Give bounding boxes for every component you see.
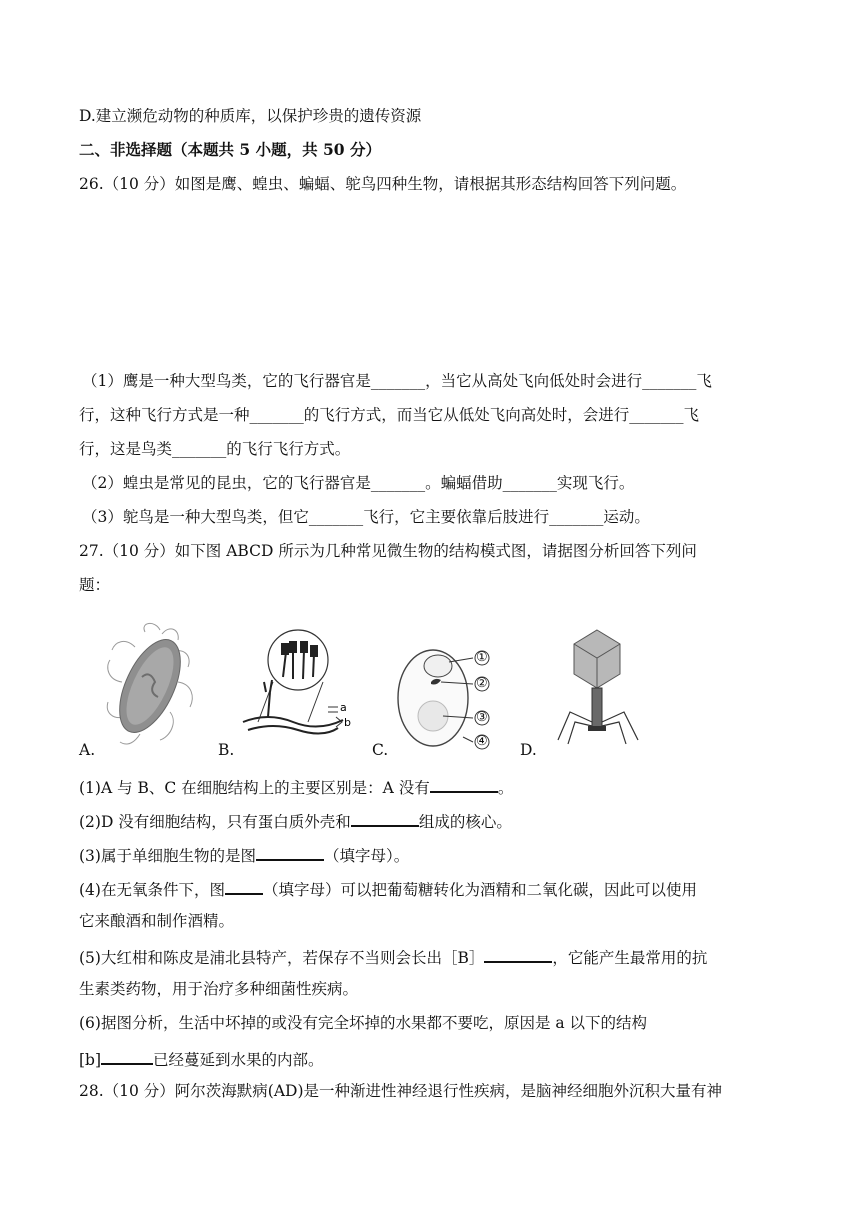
b-mark-a: a xyxy=(340,701,347,714)
q27-part4: (4)在无氧条件下，图 （填字母）可以把葡萄糖转化为酒精和二氧化碳，因此可以使用 xyxy=(79,877,697,900)
c-mark-1: ① xyxy=(476,650,488,665)
answer-blank[interactable] xyxy=(430,775,498,793)
q27-part6: (6)据图分析，生活中坏掉的或没有完全坏掉的水果都不要吃，原因是 a 以下的结构 xyxy=(79,1014,648,1032)
q27-part5: (5)大红柑和陈皮是浦北县特产，若保存不当则会长出［B］ ，它能产生最常用的抗 xyxy=(79,945,707,968)
c-mark-3: ③ xyxy=(476,710,488,725)
answer-blank[interactable] xyxy=(351,809,419,827)
q27-part2: (2)D 没有细胞结构，只有蛋白质外壳和 组成的核心。 xyxy=(79,809,512,832)
q27-part5-cont: 生素类药物，用于治疗多种细菌性疾病。 xyxy=(79,980,359,998)
answer-blank[interactable] xyxy=(256,843,324,861)
q27-part1: (1)A 与 B、C 在细胞结构上的主要区别是：A 没有 。 xyxy=(79,775,513,798)
q27-part3: (3)属于单细胞生物的是图 （填字母）。 xyxy=(79,843,409,866)
mold-figure xyxy=(238,622,358,742)
answer-blank[interactable] xyxy=(484,945,552,963)
q26-part1-line2: 行，这种飞行方式是一种_______的飞行方式，而当它从低处飞向高处时，会进行_______飞 xyxy=(79,406,700,424)
figure-label-c: C. xyxy=(372,741,389,759)
bacterium-figure xyxy=(100,622,200,752)
q26-part3: （3）鸵鸟是一种大型鸟类，但它_______飞行，它主要依靠后肢进行_______运动。 xyxy=(82,508,650,526)
answer-blank[interactable] xyxy=(225,877,263,895)
question-28: 28.（10 分）阿尔茨海默病(AD)是一种渐进性神经退行性疾病，是脑神经细胞外沉积大量有神 xyxy=(79,1082,723,1100)
answer-blank[interactable] xyxy=(101,1047,153,1065)
q27-part4-cont: 它来酿酒和制作酒精。 xyxy=(79,912,235,930)
question-27-line1: 27.（10 分）如下图 ABCD 所示为几种常见微生物的结构模式图，请据图分析回答下列问 xyxy=(79,542,697,560)
q26-part1-line1: （1）鹰是一种大型鸟类，它的飞行器官是_______，当它从高处飞向低处时会进行_______飞 xyxy=(82,372,712,390)
figure-label-a: A. xyxy=(79,741,96,759)
c-mark-2: ② xyxy=(476,676,488,691)
figure-label-d: D. xyxy=(520,741,537,759)
q26-part2: （2）蝗虫是常见的昆虫，它的飞行器官是_______。蝙蝠借助_______实现飞行。 xyxy=(82,474,635,492)
d-option-line: D.建立濒危动物的种质库，以保护珍贵的遗传资源 xyxy=(79,107,422,125)
phage-figure xyxy=(550,622,650,747)
c-mark-4: ④ xyxy=(476,734,488,749)
figure-label-b: B. xyxy=(218,741,235,759)
question-27-line2: 题： xyxy=(79,576,111,594)
q27-part6-cont: [b] 已经蔓延到水果的内部。 xyxy=(79,1047,324,1070)
question-26: 26.（10 分）如图是鹰、蝗虫、蝙蝠、鸵鸟四种生物，请根据其形态结构回答下列问题。 xyxy=(79,175,687,193)
section-heading: 二、非选择题（本题共 5 小题，共 50 分） xyxy=(79,140,381,159)
b-mark-b: b xyxy=(344,716,351,729)
q26-part1-line3: 行，这是鸟类_______的飞行飞行方式。 xyxy=(79,440,351,458)
